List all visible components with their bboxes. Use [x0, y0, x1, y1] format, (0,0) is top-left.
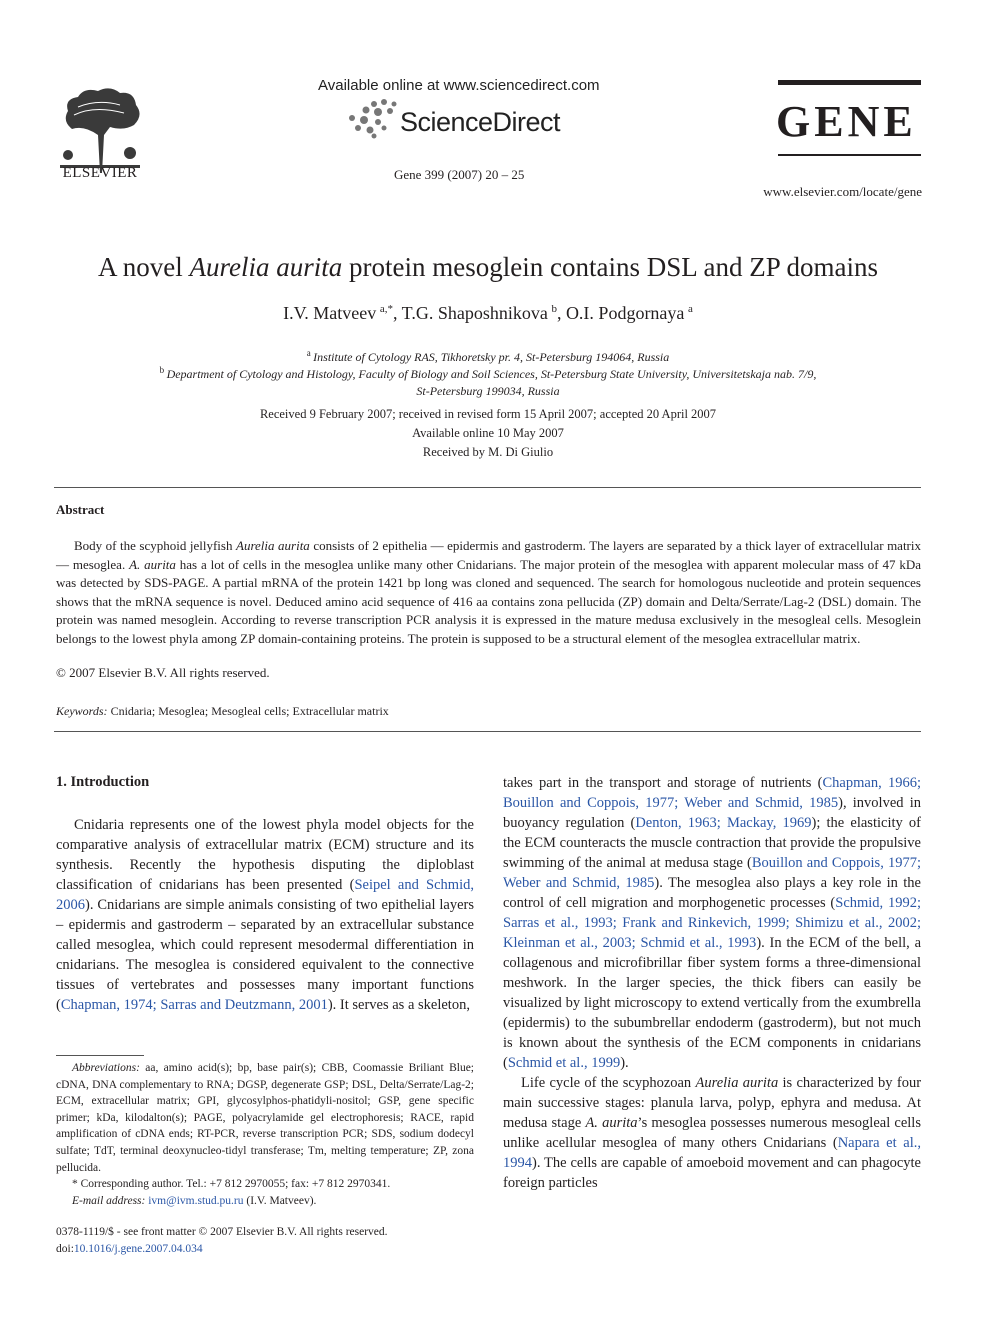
keywords: Keywords: Cnidaria; Mesoglea; Mesogleal cells; Extracellular matrix: [56, 704, 389, 718]
abstract-heading: Abstract: [56, 502, 105, 517]
journal-reference: Gene 399 (2007) 20 – 25: [394, 167, 525, 182]
section-heading: 1. Introduction: [56, 774, 150, 790]
citation-link[interactable]: Seipel and Schmid, 2006: [56, 877, 474, 913]
article-dates: Received 9 February 2007; received in revised form 15 April 2007; accepted 20 April 2007 Available online 10 May 2007 Received by M. Di Giulio: [259, 407, 717, 459]
intro-continued: takes part in the transport and storage of nutrients (Chapman, 1966; Bouillon and Coppois, 1977; Weber and Schmid, 1985), involved in buoyancy regulation (Denton, 1963; Mackay, 1969); the elasticity of the ECM counteracts the muscle contraction that provide the propulsive swimming of the animal at medusa stage (Bouillon and Coppois, 1977; Weber and Schmid, 1985). The mesoglea also plays a key role in the control of cell migration and morphogenetic processes (Schmid, 1992; Sarras et al., 1993; Frank and Rinkevich, 1999; Shimizu et al., 2002; Kleinman et al., 2003; Schmid et al., 1993). In the ECM of the bell, a collagenous and microfibrillar fiber system forms a three-dimensional meshwork. In the larger species, the thick fibers can easily be visualized by light microscopy to extend vertically from the exumbrella (epidermis) to the subumbrellar endoderm (gastroderm), but not much is known about the synthesis of the ECM components in cnidarians (Schmid et al., 1999). Life cycle of the scyphozoan Aurelia aurita is characterized by four main successive stages: planula larva, polyp, ephyra and medusa. At medusa stage A. aurita’s mesoglea possesses numerous mesogleal cells unlike acellular mesoglea of many others Cnidarians (Napara et al., 1994). The cells are capable of amoeboid movement and can phagocyte foreign particles: [503, 775, 922, 1191]
author-name[interactable]: T.G. Shaposhnikova: [401, 303, 548, 323]
divider: [54, 487, 921, 488]
publication-info: 0378-1119/$ - see front matter © 2007 Elsevier B.V. All rights reserved. doi:10.1016/j.gene.2007.04.034: [56, 1226, 388, 1255]
divider: [54, 731, 921, 732]
author-name[interactable]: O.I. Podgornaya: [565, 303, 685, 323]
intro-paragraph: Cnidaria represents one of the lowest phyla model objects for the comparative analysis of extracellular matrix (ECM) structure and its synthesis. Recently the hypothesis disputing the diploblast classification of cnidarians has been presented (Seipel and Schmid, 2006). Cnidarians are simple animals consisting of two epithelial layers – epidermis and gastroderm – separated by an extracellular substance called mesoglea, which could represent mesodermal differentiation in cnidarians. The mesoglea is considered equivalent to the connective tissues of vertebrates and possesses many important functions (Chapman, 1974; Sarras and Deutzmann, 2001). It serves as a skeleton,: [56, 817, 474, 1013]
author-name[interactable]: I.V. Matveev: [283, 303, 377, 323]
article-title: A novel Aurelia aurita protein mesoglein contains DSL and ZP domains: [98, 252, 878, 282]
elsevier-wordmark: ELSEVIER: [62, 165, 138, 181]
citation-link[interactable]: Schmid, 1992; Sarras et al., 1993; Frank and Rinkevich, 1999; Shimizu et al., 2002; Kleinman et al., 2003; Schmid et al., 1993: [503, 895, 921, 951]
affiliation-a: $^a$ Institute of Cytology RAS, Tikhoretsky pr. 4, St-Petersburg 194064, Russia: [306, 348, 670, 364]
citation-link[interactable]: Denton, 1963; Mackay, 1969: [635, 815, 812, 831]
citation-link[interactable]: Schmid et al., 1999: [507, 1055, 621, 1071]
available-online[interactable]: Available online at www.sciencedirect.com: [318, 77, 600, 94]
corresponding-author: * Corresponding author. Tel.: +7 812 2970055; fax: +7 812 2970341.: [72, 1178, 391, 1191]
journal-logo: GENE: [776, 97, 917, 146]
author-list: I.V. Matveev $^{a,*}$, T.G. Shaposhnikova $^b$, O.I. Podgornaya $^a$: [283, 303, 693, 323]
citation-link[interactable]: Bouillon and Coppois, 1977; Weber and Schmid, 1985: [503, 855, 921, 891]
sciencedirect-dots-icon: [344, 98, 404, 140]
footnote-rule: [56, 1055, 144, 1056]
affiliation-b: $^b$ Department of Cytology and Histology, Faculty of Biology and Soil Sciences, St-Petersburg State University, Universitetskaja nab. 7/9, St-Petersburg 199034, Russia: [159, 365, 817, 398]
journal-url[interactable]: www.elsevier.com/locate/gene: [763, 184, 922, 199]
sciencedirect-wordmark: ScienceDirect: [400, 107, 561, 137]
email-link[interactable]: ivm@ivm.stud.pu.ru: [148, 1194, 244, 1207]
gene-logo-bar: [778, 80, 921, 85]
gene-logo-underline: [778, 154, 921, 156]
abstract-text: Body of the scyphoid jellyfish Aurelia aurita consists of 2 epithelia — epidermis and gastroderm. The layers are separated by a thick layer of extracellular matrix — mesoglea. A. aurita has a lot of cells in the mesoglea unlike many other Cnidarians. The major protein of the mesoglea with apparent molecular mass of 47 kDa was detected by SDS-PAGE. A partial mRNA of the protein 1421 bp long was cloned and sequenced. The search for homologous nucleotide and protein sequences shows that the mRNA sequence is novel. Deduced amino acid sequence of 416 aa contains zona pellucida (ZP) domain and Delta/Serrate/Lag-2 (DSL) domain. The protein was named mesoglein. According to reverse transcription PCR analysis it is expressed in the mature medusa exclusively in the mesogleal cells. Mesoglein belongs to the lowest phyla among ZP domain-containing proteins. The protein is supposed to be a structural element of the mesoglea extracellular matrix.: [56, 538, 922, 646]
citation-link[interactable]: Napara et al., 1994: [503, 1135, 921, 1171]
doi-link[interactable]: 10.1016/j.gene.2007.04.034: [73, 1243, 203, 1255]
citation-link[interactable]: Chapman, 1966; Bouillon and Coppois, 1977; Weber and Schmid, 1985: [503, 775, 921, 811]
citation-link[interactable]: Chapman, 1974; Sarras and Deutzmann, 2001: [60, 997, 328, 1013]
footnotes: Abbreviations: aa, amino acid(s); bp, base pair(s); CBB, Coomassie Briliant Blue; cDNA, DNA complementary to RNA; DGSP, degenerate GSP; DSL, Delta/Serrate/Lag-2; ECM, extracellular matrix; GPI, glycosylphos-phatidyli-nositol; GSP, gene specific primer; kDa, kilodalton(s); PAGE, polyacrylamide gel electrophoresis; RACE, rapid amplification of cDNA ends; RT-PCR, reverse transcription PCR; SDS, sodium dodecyl sulfate; TdT, terminal deoxynucleo-tidyl transferase; Tm, melting temperature; ZP, zona pellucida. * Corresponding author. Tel.: +7 812 2970055; fax: +7 812 2970341. E-mail address: ivm@ivm.stud.pu.ru (I.V. Matveev).: [56, 1062, 474, 1207]
abstract-copyright: © 2007 Elsevier B.V. All rights reserved.: [56, 665, 270, 680]
